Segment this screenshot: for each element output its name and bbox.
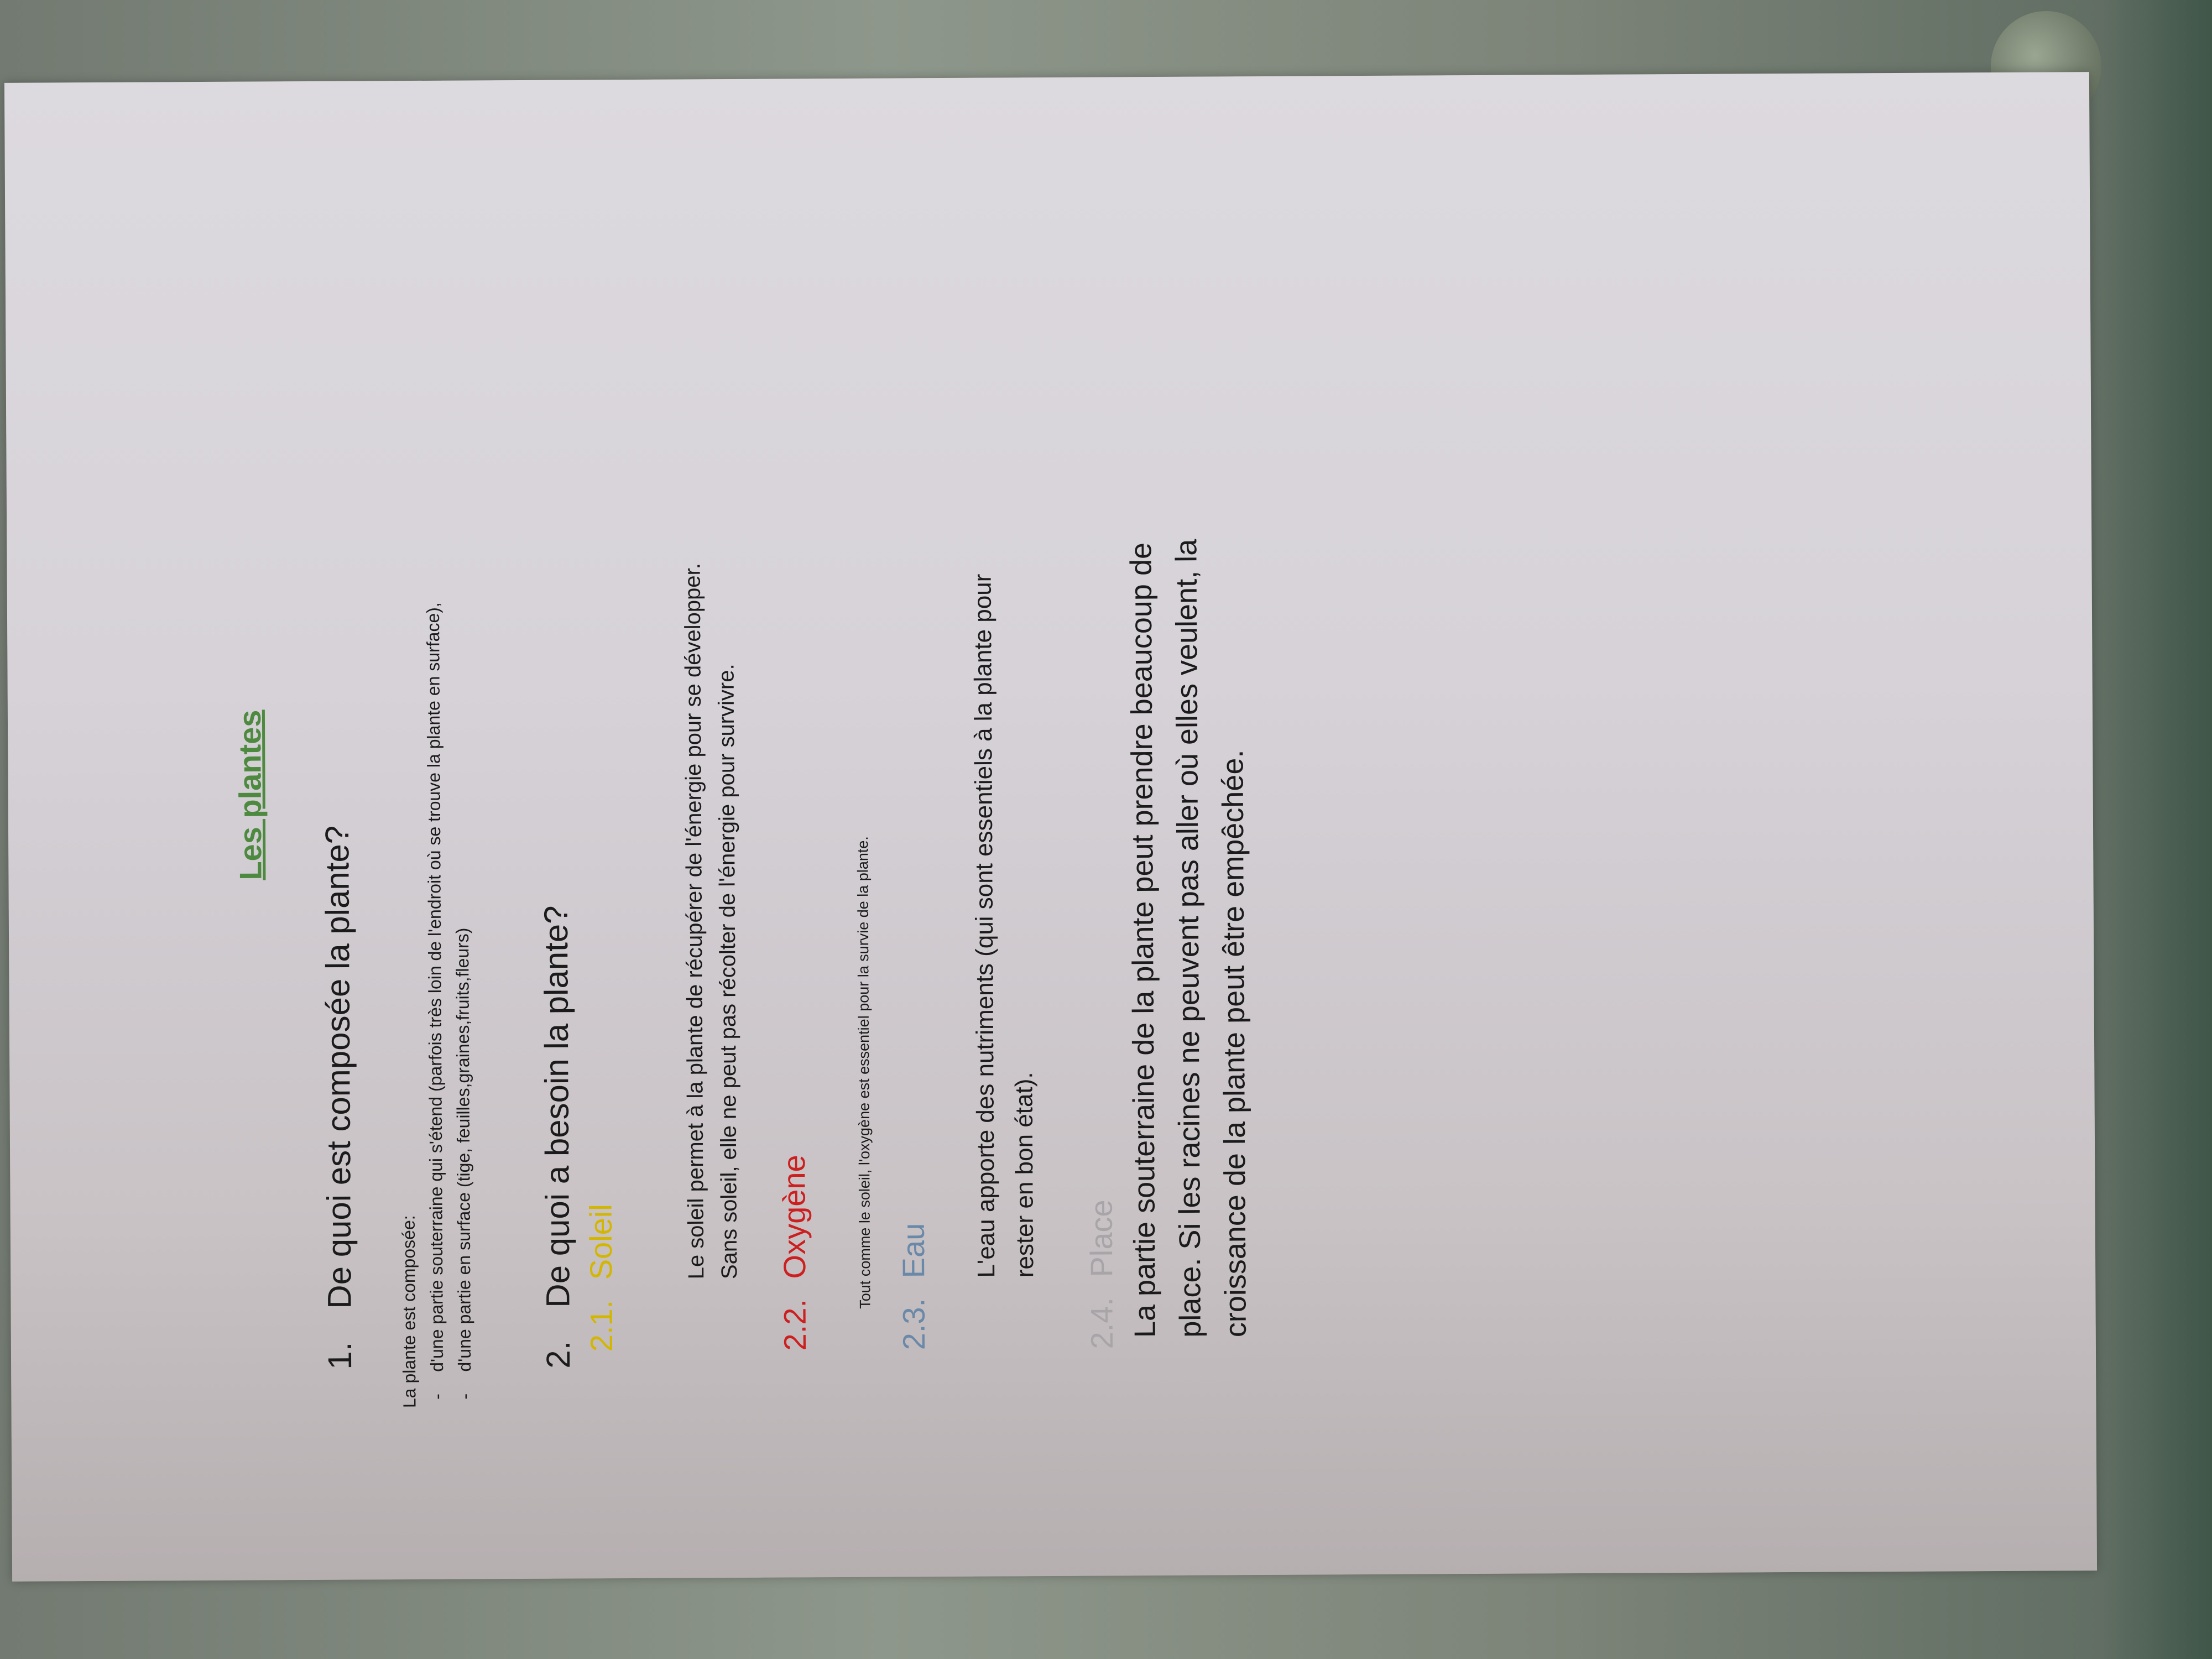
glass-table-edge bbox=[2101, 0, 2212, 1659]
section-2-number: 2. bbox=[539, 1340, 577, 1369]
bullet-text: d'une partie souterraine qui s'étend (parfois très loin de l'endroit où se trouve la plante en surface), bbox=[422, 602, 447, 1372]
paper-sheet bbox=[4, 72, 2097, 1582]
text-line: place. Si les racines ne peuvent pas aller où elles veulent, la bbox=[1170, 539, 1207, 1338]
subsection-eau-text bbox=[964, 573, 1045, 1278]
section-1-intro: La plante est composée: bbox=[398, 1215, 420, 1408]
subsection-eau-heading bbox=[895, 1223, 932, 1350]
subsection-oxygene-text: Tout comme le soleil, l'oxygène est essentiel pour la survie de la plante. bbox=[854, 836, 874, 1309]
text-line: La partie souterraine de la plante peut prendre beaucoup de bbox=[1124, 542, 1162, 1338]
bullet-marker: - bbox=[455, 1393, 475, 1400]
subsection-place-heading bbox=[1083, 1199, 1120, 1349]
list-item bbox=[419, 602, 451, 1400]
section-1-heading bbox=[318, 826, 359, 1370]
text-line: L'eau apporte des nutriments (qui sont essentiels à la plante pour bbox=[969, 573, 1000, 1278]
subsection-number: 2.3. bbox=[896, 1298, 931, 1350]
list-item bbox=[448, 927, 478, 1399]
subsection-title: Soleil bbox=[583, 1204, 619, 1280]
subsection-oxygene-heading bbox=[776, 1155, 813, 1350]
text-line: Sans soleil, elle ne peut pas récolter de l'énergie pour survivre. bbox=[714, 664, 742, 1280]
subsection-title: Place bbox=[1083, 1199, 1119, 1277]
text-line: rester en bon état). bbox=[1010, 1072, 1039, 1278]
section-1-number: 1. bbox=[321, 1342, 359, 1370]
text-line: croissance de la plante peut être empêchée. bbox=[1216, 749, 1253, 1338]
text-line: Le soleil permet à la plante de récupérer de l'énergie pour se développer. bbox=[680, 563, 709, 1280]
document-content bbox=[199, 154, 1256, 1431]
bullet-text: d'une partie en surface (tige, feuilles,graines,fruits,fleurs) bbox=[452, 927, 475, 1372]
subsection-soleil-text bbox=[676, 563, 746, 1280]
subsection-number: 2.1. bbox=[583, 1300, 619, 1352]
section-2-title: De quoi a besoin la plante? bbox=[537, 905, 577, 1308]
subsection-number: 2.4. bbox=[1084, 1297, 1119, 1349]
subsection-number: 2.2. bbox=[777, 1298, 812, 1351]
section-1-title: De quoi est composée la plante? bbox=[318, 825, 358, 1309]
subsection-title: Oxygène bbox=[776, 1155, 812, 1279]
section-2-heading bbox=[537, 905, 577, 1369]
bullet-marker: - bbox=[427, 1394, 447, 1400]
subsection-soleil-heading bbox=[583, 1204, 619, 1352]
subsection-title: Eau bbox=[895, 1223, 931, 1279]
subsection-place-text bbox=[1118, 452, 1258, 1338]
document-title: Les plantes bbox=[232, 709, 268, 880]
